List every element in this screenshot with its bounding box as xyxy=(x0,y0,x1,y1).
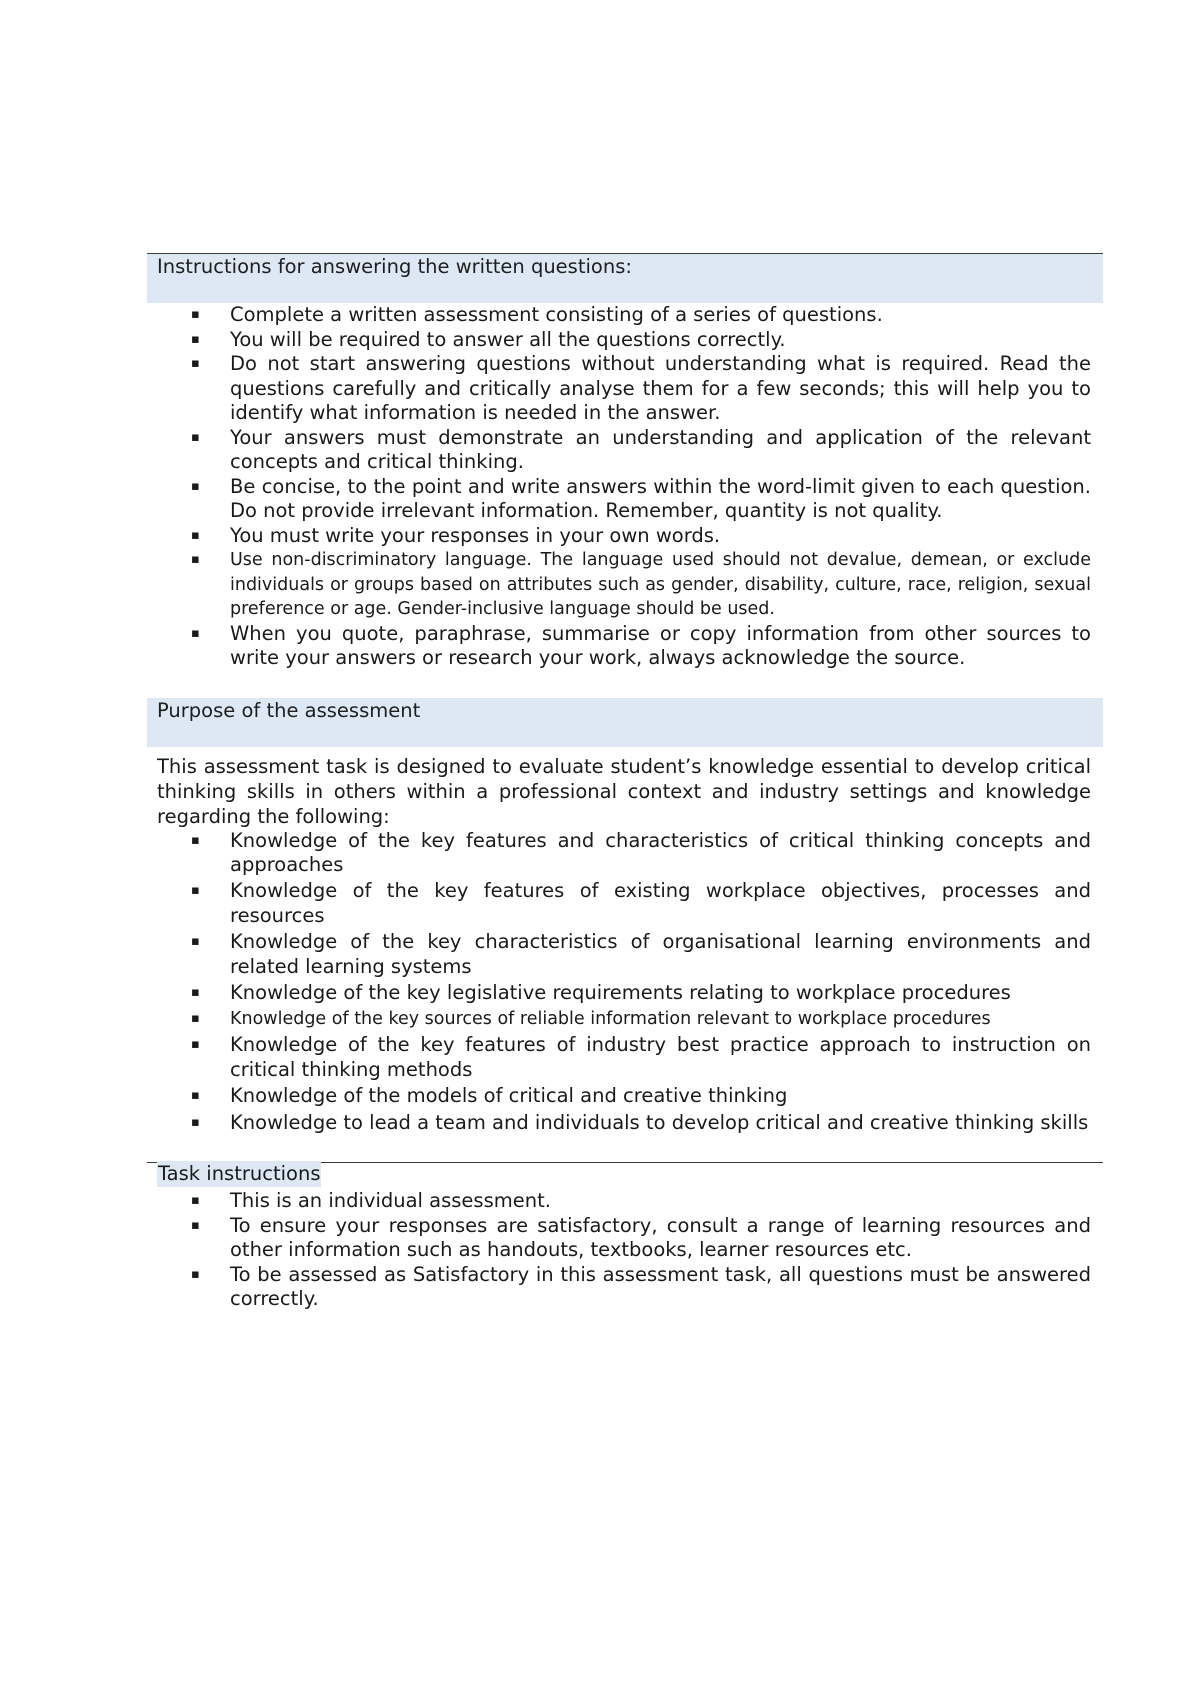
task-heading: Task instructions xyxy=(158,1162,321,1186)
list-item: ▪ This is an individual assessment. xyxy=(191,1189,551,1213)
bullet-icon: ▪ xyxy=(191,883,200,899)
bullet-icon: ▪ xyxy=(191,832,200,848)
list-item: ▪ You will be required to answer all the questions correctly. xyxy=(191,327,786,351)
bullet-icon: ▪ xyxy=(191,429,200,445)
bullet-icon: ▪ xyxy=(191,1266,200,1282)
list-item: ▪ You must write your responses in your own words. xyxy=(191,523,721,547)
bullet-icon: ▪ xyxy=(191,1011,200,1027)
task-heading-row xyxy=(147,1161,1103,1189)
bullet-icon: ▪ xyxy=(191,1037,200,1053)
list-item: ▪ To ensure your responses are satisfactory, consult a range of learning resources and other information such as handouts, textbooks, learner resources etc. xyxy=(191,1213,1091,1262)
task-list xyxy=(147,1189,1103,1312)
list-item: ▪ Knowledge of the key features of industry best practice approach to instruction on critical thinking methods xyxy=(191,1033,1091,1081)
list-item: ▪ Knowledge of the key sources of reliable information relevant to workplace procedures xyxy=(147,1007,1103,1032)
bullet-icon: ▪ xyxy=(191,1217,200,1233)
bullet-icon: ▪ xyxy=(191,625,200,641)
list-item: ▪ Knowledge of the key features and characteristics of critical thinking concepts and approaches xyxy=(191,828,1091,876)
bullet-icon: ▪ xyxy=(191,1114,200,1130)
purpose-paragraph: This assessment task is designed to evaluate student’s knowledge essential to develop critical thinking skills in others within a professional context and industry settings and knowledge regarding the following: xyxy=(157,754,1091,828)
list-item: ▪ Complete a written assessment consisting of a series of questions. xyxy=(191,303,883,326)
list-item: ▪ To be assessed as Satisfactory in this assessment task, all questions must be answered correctly. xyxy=(191,1262,1091,1311)
bullet-icon: ▪ xyxy=(191,356,200,371)
list-item: ▪ Do not start answering questions without understanding what is required. Read the questions carefully and critically analyse them for a few seconds; this will help you to identify what information is needed in the answer. xyxy=(191,352,1091,424)
bullet-icon: ▪ xyxy=(191,934,200,950)
document-page xyxy=(147,253,1103,1312)
bullet-icon: ▪ xyxy=(191,984,200,1000)
list-item: ▪ Knowledge of the models of critical and creative thinking xyxy=(191,1084,788,1108)
instructions-list xyxy=(147,303,1103,671)
bullet-icon: ▪ xyxy=(191,1193,200,1209)
list-item: ▪ When you quote, paraphrase, summarise or copy information from other sources to write your answers or research your work, always acknowledge the source. xyxy=(191,621,1091,669)
list-item: ▪ Your answers must demonstrate an understanding and application of the relevant concepts and critical thinking. xyxy=(191,425,1091,473)
bullet-icon: ▪ xyxy=(191,552,200,567)
list-item: ▪ Use non-discriminatory language. The language used should not devalue, demean, or exclude individuals or groups based on attributes such as gender, disability, culture, race, religion, sexual preference or age. Gender-inclusive language should be used. xyxy=(191,550,1091,619)
list-item: ▪ Knowledge of the key features of existing workplace objectives, processes and resources xyxy=(191,879,1091,927)
bullet-icon: ▪ xyxy=(191,478,200,494)
instructions-heading: Instructions for answering the written questions: xyxy=(147,254,1103,303)
bullet-icon: ▪ xyxy=(191,1088,200,1104)
bullet-icon: ▪ xyxy=(191,307,200,322)
bullet-icon: ▪ xyxy=(191,331,200,347)
list-item: ▪ Knowledge of the key characteristics of organisational learning environments and related learning systems xyxy=(191,930,1091,978)
list-item: ▪ Be concise, to the point and write answers within the word-limit given to each question. Do not provide irrelevant information. Remember, quantity is not quality. xyxy=(191,474,1091,522)
purpose-list xyxy=(147,829,1103,1136)
list-item: ▪ Knowledge of the key legislative requirements relating to workplace procedures xyxy=(191,980,1011,1004)
list-item: ▪ Knowledge to lead a team and individuals to develop critical and creative thinking skills xyxy=(191,1110,1089,1134)
bullet-icon: ▪ xyxy=(191,527,200,543)
purpose-heading: Purpose of the assessment xyxy=(147,698,1103,747)
